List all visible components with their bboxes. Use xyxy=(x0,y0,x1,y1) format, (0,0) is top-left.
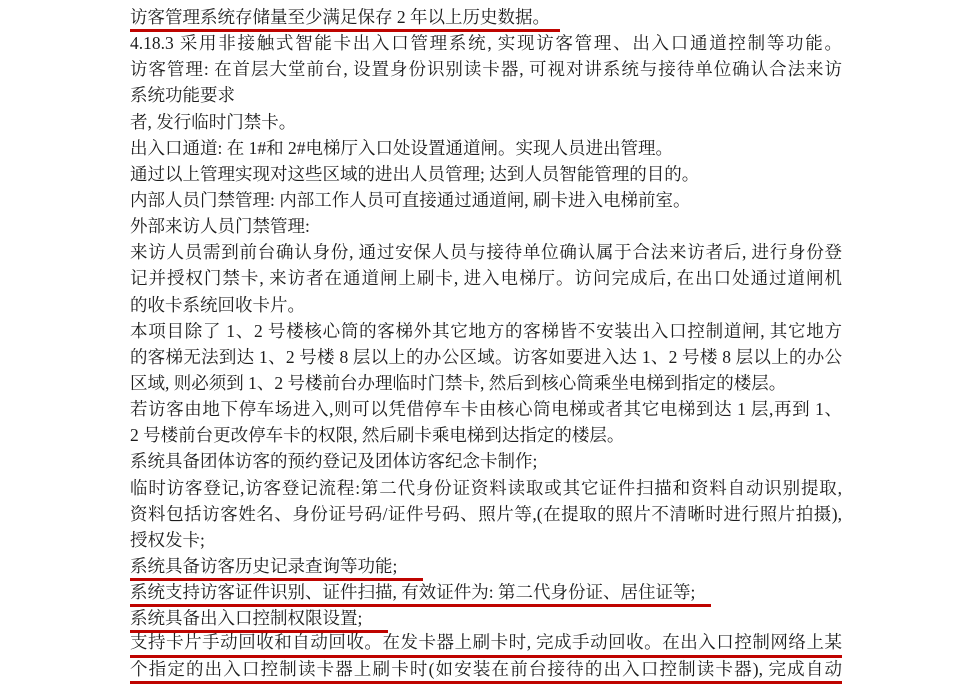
text-line: 若访客由地下停车场进入,则可以凭借停车卡由核心筒电梯或者其它电梯到达 1 层,再到 1、 xyxy=(130,399,842,420)
text-line: 内部人员门禁管理: 内部工作人员可直接通过通道闸, 刷卡进入电梯前室。 xyxy=(130,189,691,210)
text-line xyxy=(130,553,842,579)
text-line: 系统具备团体访客的预约登记及团体访客纪念卡制作; xyxy=(130,451,538,472)
text-line: 系统功能要求 xyxy=(130,85,235,106)
text-line: 区域, 则必须到 1、2 号楼前台办理临时门禁卡, 然后到核心筒乘坐电梯到指定的楼层。 xyxy=(130,372,787,393)
text-line: 2 号楼前台更改停车卡的权限, 然后刷卡乘电梯到达指定的楼层。 xyxy=(130,425,625,446)
text-line: 本项目除了 1、2 号楼核心筒的客梯外其它地方的客梯皆不安装出入口控制道闸, 其它地方 xyxy=(130,320,842,341)
text-line xyxy=(130,579,842,605)
text-line: 的收卡系统回收卡片。 xyxy=(130,294,305,315)
text-line: 资料包括访客姓名、身份证号码/证件号码、照片等,(在提取的照片不清晰时进行照片拍摄), xyxy=(130,503,842,524)
text-line: 访客管理: 在首层大堂前台, 设置身份识别读卡器, 可视对讲系统与接待单位确认合法来访 xyxy=(130,59,842,80)
text-line: 外部来访人员门禁管理: xyxy=(130,216,310,237)
document-text-block xyxy=(130,4,842,684)
text-line: 支持卡片手动回收和自动回收。在发卡器上刷卡时, 完成手动回收。在出入口控制网络上某 xyxy=(130,631,842,657)
text-line: 出入口通道: 在 1#和 2#电梯厅入口处设置通道闸。实现人员进出管理。 xyxy=(130,137,673,158)
text-line: 4.18.3 采用非接触式智能卡出入口管理系统, 实现访客管理、出入口通道控制等功能。 xyxy=(130,33,842,54)
text-line: 者, 发行临时门禁卡。 xyxy=(130,111,297,132)
text-line: 来访人员需到前台确认身份, 通过安保人员与接待单位确认属于合法来访者后, 进行身份登 xyxy=(130,242,842,263)
underlined-text: 访客管理系统存储量至少满足保存 2 年以上历史数据。 xyxy=(130,6,560,32)
text-line xyxy=(130,4,842,30)
text-line: 记并授权门禁卡, 来访者在通道闸上刷卡, 进入电梯厅。访问完成后, 在出口处通过道闸机 xyxy=(130,268,842,289)
underlined-text: 系统具备访客历史记录查询等功能; xyxy=(130,555,423,581)
text-line: 通过以上管理实现对这些区域的进出人员管理; 达到人员智能管理的目的。 xyxy=(130,163,700,184)
text-line: 临时访客登记,访客登记流程:第二代身份证资料读取或其它证件扫描和资料自动识别提取, xyxy=(130,477,842,498)
text-line: 个指定的出入口控制读卡器上刷卡时(如安装在前台接待的出入口控制读卡器), 完成自动 xyxy=(130,658,842,684)
text-line: 授权发卡; xyxy=(130,529,205,550)
text-line: 的客梯无法到达 1、2 号楼 8 层以上的办公区域。访客如要进入达 1、2 号楼 8 层以上的办公 xyxy=(130,346,842,367)
text-line xyxy=(130,605,842,631)
underlined-text: 系统支持访客证件识别、证件扫描, 有效证件为: 第二代身份证、居住证等; xyxy=(130,581,711,607)
underlined-text: 系统具备出入口控制权限设置; xyxy=(130,607,388,633)
